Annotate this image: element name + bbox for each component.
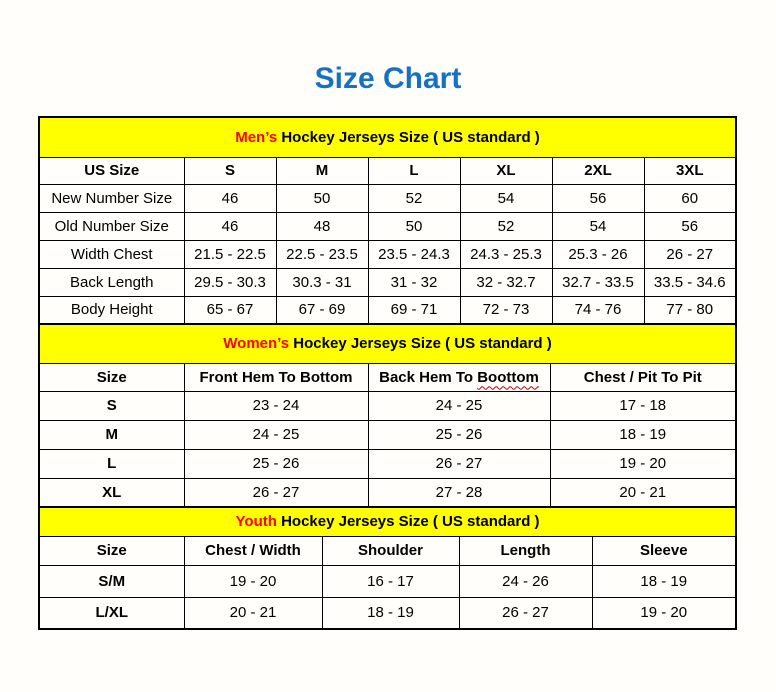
value-cell: 52 <box>460 212 552 240</box>
column-header-cell: L <box>368 157 460 184</box>
column-header-cell: Length <box>459 536 592 565</box>
column-header-cell: XL <box>460 157 552 184</box>
column-header-cell: M <box>276 157 368 184</box>
column-header-cell: Chest / Pit To Pit <box>550 363 736 391</box>
row-label-cell: S <box>39 391 184 420</box>
value-cell: 29.5 - 30.3 <box>184 268 276 296</box>
value-cell: 20 - 21 <box>184 597 322 629</box>
column-header-cell: US Size <box>39 157 184 184</box>
value-cell: 54 <box>552 212 644 240</box>
table-row <box>39 565 736 597</box>
value-cell: 74 - 76 <box>552 296 644 324</box>
value-cell: 67 - 69 <box>276 296 368 324</box>
column-header-cell: S <box>184 157 276 184</box>
size-chart-tables <box>38 116 735 630</box>
mens-banner-highlight: Men’s <box>235 128 278 146</box>
value-cell: 25 - 26 <box>368 420 550 449</box>
value-cell: 32 - 32.7 <box>460 268 552 296</box>
value-cell: 22.5 - 23.5 <box>276 240 368 268</box>
column-header-cell: Size <box>39 536 184 565</box>
value-cell: 54 <box>460 184 552 212</box>
table-row <box>39 449 736 478</box>
womens-size-table <box>38 323 737 508</box>
value-cell: 65 - 67 <box>184 296 276 324</box>
value-cell: 32.7 - 33.5 <box>552 268 644 296</box>
row-label-cell: M <box>39 420 184 449</box>
value-cell: 16 - 17 <box>322 565 459 597</box>
mens-banner-text: Hockey Jerseys Size ( US standard ) <box>277 128 540 146</box>
row-label-cell: New Number Size <box>39 184 184 212</box>
value-cell: 77 - 80 <box>644 296 736 324</box>
value-cell: 18 - 19 <box>322 597 459 629</box>
column-header-cell: Chest / Width <box>184 536 322 565</box>
youth-size-table <box>38 506 737 630</box>
value-cell: 20 - 21 <box>550 478 736 507</box>
value-cell: 19 - 20 <box>550 449 736 478</box>
youth-section-banner <box>39 507 736 536</box>
value-cell: 17 - 18 <box>550 391 736 420</box>
value-cell: 26 - 27 <box>644 240 736 268</box>
value-cell: 56 <box>644 212 736 240</box>
value-cell: 50 <box>276 184 368 212</box>
value-cell: 23.5 - 24.3 <box>368 240 460 268</box>
table-row <box>39 296 736 324</box>
table-row <box>39 268 736 296</box>
table-row <box>39 597 736 629</box>
womens-section-banner <box>39 324 736 363</box>
column-header-cell: Back Hem To Boottom <box>368 363 550 391</box>
womens-banner-text: Hockey Jerseys Size ( US standard ) <box>289 335 552 353</box>
youth-banner-text: Hockey Jerseys Size ( US standard ) <box>276 513 540 531</box>
value-cell: 52 <box>368 184 460 212</box>
value-cell: 26 - 27 <box>459 597 592 629</box>
row-label-cell: Old Number Size <box>39 212 184 240</box>
table-row <box>39 478 736 507</box>
value-cell: 18 - 19 <box>592 565 736 597</box>
value-cell: 46 <box>184 212 276 240</box>
value-cell: 33.5 - 34.6 <box>644 268 736 296</box>
value-cell: 19 - 20 <box>592 597 736 629</box>
mens-section-banner <box>39 117 736 157</box>
value-cell: 24 - 26 <box>459 565 592 597</box>
row-label-cell: Back Length <box>39 268 184 296</box>
value-cell: 50 <box>368 212 460 240</box>
column-header-cell: Shoulder <box>322 536 459 565</box>
value-cell: 24.3 - 25.3 <box>460 240 552 268</box>
womens-banner-highlight: Women’s <box>223 335 290 353</box>
youth-banner-highlight: Youth <box>235 513 277 531</box>
row-label-cell: L <box>39 449 184 478</box>
value-cell: 69 - 71 <box>368 296 460 324</box>
table-row <box>39 184 736 212</box>
column-header-cell: Front Hem To Bottom <box>184 363 368 391</box>
table-row <box>39 240 736 268</box>
value-cell: 46 <box>184 184 276 212</box>
value-cell: 26 - 27 <box>368 449 550 478</box>
value-cell: 31 - 32 <box>368 268 460 296</box>
value-cell: 25 - 26 <box>184 449 368 478</box>
value-cell: 30.3 - 31 <box>276 268 368 296</box>
misspelled-word: Boottom <box>477 368 539 386</box>
page-title: Size Chart <box>314 62 462 95</box>
value-cell: 19 - 20 <box>184 565 322 597</box>
value-cell: 24 - 25 <box>184 420 368 449</box>
table-row <box>39 212 736 240</box>
value-cell: 72 - 73 <box>460 296 552 324</box>
table-row <box>39 420 736 449</box>
column-header-cell: Sleeve <box>592 536 736 565</box>
value-cell: 48 <box>276 212 368 240</box>
row-label-cell: S/M <box>39 565 184 597</box>
column-header-cell: Size <box>39 363 184 391</box>
column-header-cell: 2XL <box>552 157 644 184</box>
table-row <box>39 391 736 420</box>
value-cell: 25.3 - 26 <box>552 240 644 268</box>
row-label-cell: Width Chest <box>39 240 184 268</box>
value-cell: 56 <box>552 184 644 212</box>
mens-size-table <box>38 116 737 325</box>
value-cell: 21.5 - 22.5 <box>184 240 276 268</box>
value-cell: 60 <box>644 184 736 212</box>
value-cell: 27 - 28 <box>368 478 550 507</box>
column-header-cell: 3XL <box>644 157 736 184</box>
row-label-cell: L/XL <box>39 597 184 629</box>
value-cell: 26 - 27 <box>184 478 368 507</box>
value-cell: 24 - 25 <box>368 391 550 420</box>
row-label-cell: Body Height <box>39 296 184 324</box>
value-cell: 23 - 24 <box>184 391 368 420</box>
value-cell: 18 - 19 <box>550 420 736 449</box>
row-label-cell: XL <box>39 478 184 507</box>
